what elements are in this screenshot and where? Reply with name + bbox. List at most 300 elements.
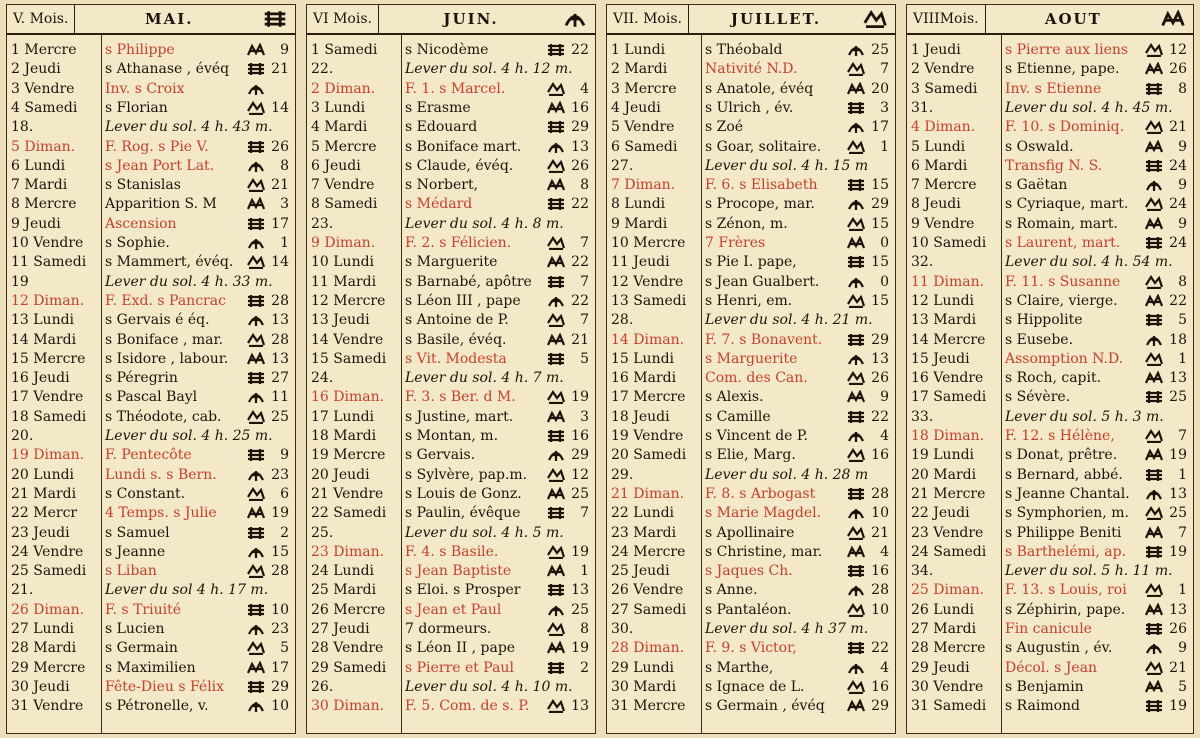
zodiac-sign-icon — [563, 10, 587, 28]
saint-name: F. 7. s Bonavent. — [705, 331, 823, 348]
day-label: 31 Mercre — [611, 698, 686, 715]
day-row — [607, 176, 895, 195]
day-label: 15 Samedi — [311, 350, 387, 367]
saint-name: s Claude, évéq. — [405, 157, 514, 174]
moon-day-number: 26 — [871, 370, 889, 387]
saint-name: F. Pentecôte — [105, 447, 192, 464]
moon-day-number: 17 — [271, 215, 289, 232]
day-label: 17 Vendre — [11, 389, 84, 406]
day-row — [307, 659, 595, 678]
saint-name: s Stanislas — [105, 177, 181, 194]
moon-day-number: 26 — [571, 157, 589, 174]
sunrise-text: Lever du sol. 4 h. 21 m. — [705, 312, 873, 329]
day-label: 30. — [611, 621, 634, 637]
zodiac-glyph-icon — [547, 140, 565, 154]
day-row — [907, 466, 1193, 485]
day-label: 24 Samedi — [911, 543, 987, 560]
moon-day-number: 4 — [880, 659, 889, 676]
moon-day-number: 1 — [1178, 466, 1187, 483]
zodiac-glyph-icon — [247, 255, 265, 269]
saint-name: s Bernard, abbé. — [1005, 466, 1123, 483]
moon-day-number: 10 — [271, 698, 289, 715]
moon-day-number: 16 — [871, 447, 889, 464]
zodiac-glyph-icon — [847, 680, 865, 694]
zodiac-glyph-icon — [1145, 371, 1163, 385]
zodiac-glyph-icon — [847, 178, 865, 192]
zodiac-glyph-icon — [847, 545, 865, 559]
zodiac-glyph-icon — [847, 448, 865, 462]
moon-day-number: 15 — [871, 292, 889, 309]
day-row — [307, 504, 595, 523]
moon-day-number: 7 — [1178, 524, 1187, 541]
moon-day-number: 22 — [571, 196, 589, 213]
day-row — [907, 620, 1193, 639]
saint-name: s Roch, capit. — [1005, 370, 1102, 387]
day-label: 27. — [611, 157, 634, 174]
saint-name: s Théodote, cab. — [105, 408, 222, 425]
zodiac-glyph-icon — [847, 197, 865, 211]
day-label: 17 Lundi — [311, 408, 375, 425]
day-label: 19 Diman. — [11, 447, 85, 464]
saint-name: s Mammert, évéq. — [105, 254, 234, 271]
moon-day-number: 28 — [271, 563, 289, 580]
day-row — [907, 80, 1193, 99]
day-row — [607, 639, 895, 658]
zodiac-glyph-icon — [247, 661, 265, 675]
zodiac-glyph-icon — [1145, 583, 1163, 597]
saint-name: s Camille — [705, 408, 771, 425]
day-row — [307, 80, 595, 99]
moon-day-number: 7 — [580, 505, 589, 522]
zodiac-glyph-icon — [247, 101, 265, 115]
day-row — [307, 253, 595, 272]
zodiac-glyph-icon — [1145, 217, 1163, 231]
zodiac-glyph-icon — [1145, 603, 1163, 617]
day-row — [307, 466, 595, 485]
moon-day-number: 5 — [280, 640, 289, 657]
day-label: 32. — [911, 254, 934, 271]
day-row — [607, 138, 895, 157]
day-label: 3 Mercre — [611, 80, 677, 97]
zodiac-glyph-icon — [547, 641, 565, 655]
zodiac-glyph-icon — [547, 661, 565, 675]
day-label: 27 Lundi — [11, 621, 75, 637]
day-label: 28. — [611, 312, 634, 329]
day-row — [907, 697, 1193, 716]
moon-day-number: 9 — [280, 42, 289, 58]
moon-day-number: 21 — [571, 331, 589, 348]
day-row — [7, 99, 295, 118]
moon-day-number: 7 — [580, 273, 589, 290]
day-row — [907, 273, 1193, 292]
moon-day-number: 15 — [871, 215, 889, 232]
moon-day-number: 24 — [1169, 157, 1187, 174]
zodiac-glyph-icon — [247, 506, 265, 520]
zodiac-glyph-icon — [247, 352, 265, 366]
saint-name: s Lucien — [105, 621, 165, 637]
moon-day-number: 28 — [871, 485, 889, 502]
saint-name: s Jeanne Chantal. — [1005, 485, 1130, 502]
day-label: 22 Samedi — [311, 505, 387, 522]
sunrise-text: Lever du sol. 4 h. 25 m. — [105, 428, 273, 444]
saint-name: s Anne. — [705, 582, 758, 599]
zodiac-glyph-icon — [1145, 352, 1163, 366]
moon-day-number: 29 — [871, 698, 889, 715]
day-row — [7, 157, 295, 176]
saint-name: Nativité N.D. — [705, 61, 798, 78]
moon-day-number: 21 — [1169, 659, 1187, 676]
sunrise-row — [907, 99, 1193, 118]
day-label: 17 Samedi — [911, 389, 987, 406]
zodiac-glyph-icon — [547, 333, 565, 347]
day-label: 24. — [311, 370, 334, 387]
day-label: 28 Mardi — [11, 640, 77, 657]
saint-name: s Montan, m. — [405, 428, 499, 444]
moon-day-number: 2 — [580, 659, 589, 676]
day-row — [307, 331, 595, 350]
day-label: 26 Mercre — [311, 601, 386, 618]
moon-day-number: 8 — [580, 177, 589, 194]
zodiac-glyph-icon — [547, 43, 565, 57]
day-label: 22 Jeudi — [911, 505, 970, 522]
saint-name: s Barnabé, apôtre — [405, 273, 532, 290]
sunrise-row — [7, 581, 295, 600]
day-label: 29 Jeudi — [911, 659, 970, 676]
saint-name: s Edouard — [405, 119, 478, 136]
saint-name: F. Rog. s Pie V. — [105, 138, 209, 155]
saint-name: Ascension — [105, 215, 177, 232]
zodiac-glyph-icon — [847, 294, 865, 308]
zodiac-glyph-icon — [247, 62, 265, 76]
day-label: 1 Samedi — [311, 42, 378, 58]
day-row — [907, 157, 1193, 176]
moon-day-number: 13 — [1169, 370, 1187, 387]
day-label: 14 Vendre — [311, 331, 384, 348]
day-row — [7, 446, 295, 465]
day-label: 13 Samedi — [611, 292, 687, 309]
day-label: 21. — [11, 582, 34, 599]
zodiac-glyph-icon — [547, 101, 565, 115]
moon-day-number: 6 — [280, 485, 289, 502]
saint-name: F. 2. s Félicien. — [405, 235, 512, 251]
zodiac-glyph-icon — [247, 236, 265, 250]
moon-day-number: 12 — [1169, 42, 1187, 58]
day-row — [7, 620, 295, 639]
saint-name: s Oswald. — [1005, 138, 1074, 155]
day-row — [607, 408, 895, 427]
saint-name: s Philippe — [105, 42, 175, 58]
zodiac-glyph-icon — [547, 178, 565, 192]
day-label: 29 Lundi — [611, 659, 675, 676]
day-row — [307, 118, 595, 137]
day-row — [607, 195, 895, 214]
moon-day-number: 4 — [880, 543, 889, 560]
moon-day-number: 19 — [1169, 447, 1187, 464]
sunrise-row — [307, 369, 595, 388]
zodiac-glyph-icon — [247, 448, 265, 462]
sunrise-text: Lever du sol. 4 h. 43 m. — [105, 119, 273, 136]
moon-day-number: 13 — [571, 138, 589, 155]
day-row — [307, 408, 595, 427]
saint-name: s Médard — [405, 196, 473, 213]
day-row — [907, 581, 1193, 600]
day-label: 10 Lundi — [311, 254, 375, 271]
saint-name: Inv. s Croix — [105, 80, 185, 97]
day-label: 2 Jeudi — [11, 61, 61, 78]
sunrise-text: Lever du sol. 5 h. 3 m. — [1005, 408, 1164, 425]
saint-name: s Pantaléon. — [705, 601, 792, 618]
moon-day-number: 4 — [580, 80, 589, 97]
sunrise-text: Lever du sol. 4 h. 45 m. — [1005, 99, 1173, 116]
saint-name: F. 12. s Hélène, — [1005, 428, 1115, 444]
zodiac-glyph-icon — [1145, 390, 1163, 404]
day-label: 12 Lundi — [911, 292, 975, 309]
day-row — [307, 601, 595, 620]
moon-day-number: 28 — [871, 582, 889, 599]
saint-name: s Hippolite — [1005, 312, 1083, 329]
day-label: 16 Diman. — [311, 389, 385, 406]
day-row — [907, 41, 1193, 60]
day-label: 23 Jeudi — [11, 524, 70, 541]
month-column-3 — [606, 4, 896, 734]
saint-name: s Claire, vierge. — [1005, 292, 1118, 309]
saint-name: s Pétronelle, v. — [105, 698, 209, 715]
moon-day-number: 8 — [580, 621, 589, 637]
moon-day-number: 13 — [1169, 601, 1187, 618]
day-label: 27 Jeudi — [311, 621, 370, 637]
zodiac-glyph-icon — [247, 545, 265, 559]
moon-day-number: 9 — [280, 447, 289, 464]
moon-day-number: 21 — [271, 61, 289, 78]
saint-name: s Jeanne — [105, 543, 166, 560]
day-label: 3 Samedi — [911, 80, 978, 97]
zodiac-glyph-icon — [847, 526, 865, 540]
zodiac-glyph-icon — [1145, 448, 1163, 462]
saint-name: s Paulin, évêque — [405, 505, 521, 522]
zodiac-glyph-icon — [847, 275, 865, 289]
saint-name: s Théobald — [705, 42, 783, 58]
moon-day-number: 2 — [280, 524, 289, 541]
zodiac-glyph-icon — [247, 43, 265, 57]
day-label: 26. — [311, 678, 334, 695]
saint-name: s Ulrich , év. — [705, 99, 794, 116]
day-label: 2 Vendre — [911, 61, 975, 78]
sunrise-text: Lever du sol. 4 h. 7 m. — [405, 370, 564, 387]
zodiac-glyph-icon — [547, 583, 565, 597]
moon-day-number: 15 — [871, 177, 889, 194]
saint-name: F. 6. s Elisabeth — [705, 177, 818, 194]
day-row — [907, 369, 1193, 388]
sunrise-text: Lever du sol. 4 h. 33 m. — [105, 273, 273, 290]
day-label: 18 Samedi — [11, 408, 87, 425]
day-label: 31. — [911, 99, 934, 116]
sunrise-row — [607, 311, 895, 330]
sunrise-row — [7, 273, 295, 292]
saint-name: s Péregrin — [105, 370, 178, 387]
zodiac-glyph-icon — [847, 506, 865, 520]
saint-name: Com. des Can. — [705, 370, 808, 387]
saint-name: Apparition S. M — [105, 196, 217, 213]
saint-name: F. 13. s Louis, roi — [1005, 582, 1127, 599]
day-label: 12 Mercre — [311, 292, 386, 309]
day-row — [7, 543, 295, 562]
saint-name: s Florian — [105, 99, 168, 116]
zodiac-glyph-icon — [1145, 622, 1163, 636]
day-row — [7, 80, 295, 99]
day-row — [607, 659, 895, 678]
moon-day-number: 10 — [271, 601, 289, 618]
day-row — [607, 581, 895, 600]
zodiac-glyph-icon — [547, 255, 565, 269]
moon-day-number: 23 — [271, 621, 289, 637]
day-label: 24 Lundi — [311, 563, 375, 580]
day-row — [7, 388, 295, 407]
zodiac-glyph-icon — [847, 352, 865, 366]
day-label: 15 Lundi — [611, 350, 675, 367]
sunrise-row — [307, 678, 595, 697]
sunrise-row — [307, 215, 595, 234]
month-column-4 — [906, 4, 1194, 734]
zodiac-glyph-icon — [847, 641, 865, 655]
saint-name: s Donat, prêtre. — [1005, 447, 1118, 464]
sunrise-text: Lever du sol. 4 h. 8 m. — [405, 215, 564, 232]
saint-name: s Marguerite — [405, 254, 498, 271]
zodiac-glyph-icon — [247, 313, 265, 327]
saint-name: s Pierre et Paul — [405, 659, 514, 676]
day-row — [7, 234, 295, 253]
day-label: 8 Mercre — [11, 196, 77, 213]
moon-day-number: 7 — [1178, 428, 1187, 444]
saint-name: s Erasme — [405, 99, 471, 116]
zodiac-glyph-icon — [1145, 661, 1163, 675]
zodiac-glyph-icon — [847, 429, 865, 443]
day-row — [7, 60, 295, 79]
day-row — [907, 350, 1193, 369]
saint-name: F. 1. s Marcel. — [405, 80, 506, 97]
saint-name: s Germain — [105, 640, 178, 657]
day-label: 7 Mercre — [911, 177, 977, 194]
zodiac-glyph-icon — [547, 352, 565, 366]
day-label: 10 Vendre — [11, 235, 84, 251]
day-label: 23 Mardi — [611, 524, 677, 541]
saint-name: F. 4. s Basile. — [405, 543, 499, 560]
moon-day-number: 1 — [1178, 582, 1187, 599]
zodiac-glyph-icon — [847, 255, 865, 269]
moon-day-number: 13 — [271, 312, 289, 329]
saint-name: Transfig N. S. — [1005, 157, 1103, 174]
day-row — [607, 253, 895, 272]
day-label: 11 Diman. — [911, 273, 985, 290]
day-row — [607, 350, 895, 369]
saint-name: s Louis de Gonz. — [405, 485, 522, 502]
moon-day-number: 27 — [271, 370, 289, 387]
saint-name: s Pascal Bayl — [105, 389, 198, 406]
day-label: 11 Jeudi — [611, 254, 670, 271]
day-label: 5 Vendre — [611, 119, 675, 136]
day-row — [907, 485, 1193, 504]
zodiac-glyph-icon — [847, 410, 865, 424]
zodiac-glyph-icon — [1145, 140, 1163, 154]
day-label: 20 Jeudi — [311, 466, 370, 483]
day-label: 5 Mercre — [311, 138, 377, 155]
day-row — [307, 99, 595, 118]
day-label: 25 Diman. — [911, 582, 985, 599]
sunrise-row — [307, 524, 595, 543]
zodiac-glyph-icon — [847, 62, 865, 76]
moon-day-number: 22 — [571, 42, 589, 58]
day-label: 2 Diman. — [311, 80, 376, 97]
month-number: VI Mois. — [307, 5, 379, 33]
saint-name: s Sophie. — [105, 235, 170, 251]
zodiac-glyph-icon — [247, 699, 265, 713]
day-label: 4 Mardi — [311, 119, 368, 136]
saint-name: s Gaëtan — [1005, 177, 1068, 194]
zodiac-glyph-icon — [247, 333, 265, 347]
moon-day-number: 4 — [880, 428, 889, 444]
day-label: 28 Mercre — [911, 640, 986, 657]
moon-day-number: 9 — [1178, 138, 1187, 155]
zodiac-glyph-icon — [1145, 313, 1163, 327]
day-row — [907, 118, 1193, 137]
day-label: 25 Jeudi — [611, 563, 670, 580]
moon-day-number: 9 — [1178, 177, 1187, 194]
day-row — [907, 388, 1193, 407]
zodiac-sign-icon — [263, 10, 287, 28]
day-label: 6 Jeudi — [311, 157, 361, 174]
day-label: 23 Vendre — [911, 524, 984, 541]
day-row — [7, 697, 295, 716]
moon-day-number: 25 — [1169, 389, 1187, 406]
zodiac-glyph-icon — [247, 178, 265, 192]
zodiac-sign-icon — [863, 10, 887, 28]
zodiac-glyph-icon — [847, 217, 865, 231]
sunrise-text: Lever du sol 4 h. 17 m. — [105, 582, 269, 599]
moon-day-number: 23 — [271, 466, 289, 483]
day-label: 16 Mardi — [611, 370, 677, 387]
zodiac-glyph-icon — [247, 371, 265, 385]
day-row — [7, 562, 295, 581]
zodiac-glyph-icon — [247, 410, 265, 424]
moon-day-number: 19 — [271, 505, 289, 522]
zodiac-glyph-icon — [247, 217, 265, 231]
day-label: 30 Jeudi — [11, 678, 70, 695]
day-label: 5 Diman. — [11, 138, 76, 155]
day-label: 3 Vendre — [11, 80, 75, 97]
day-label: 8 Jeudi — [911, 196, 961, 213]
day-label: 19 Lundi — [911, 447, 975, 464]
day-row — [307, 138, 595, 157]
day-row — [307, 639, 595, 658]
day-row — [307, 176, 595, 195]
day-row — [307, 157, 595, 176]
zodiac-glyph-icon — [247, 487, 265, 501]
day-label: 1 Jeudi — [911, 42, 961, 58]
zodiac-glyph-icon — [247, 603, 265, 617]
zodiac-glyph-icon — [1145, 178, 1163, 192]
zodiac-sign-icon — [1161, 10, 1185, 28]
day-label: 9 Mardi — [611, 215, 668, 232]
day-row — [607, 273, 895, 292]
day-row — [907, 659, 1193, 678]
saint-name: s Constant. — [105, 485, 186, 502]
saint-name: s Liban — [105, 563, 157, 580]
moon-day-number: 13 — [271, 350, 289, 367]
day-row — [607, 99, 895, 118]
zodiac-glyph-icon — [247, 159, 265, 173]
moon-day-number: 9 — [880, 389, 889, 406]
day-label: 21 Mercre — [911, 485, 986, 502]
saint-name: s Jean Baptiste — [405, 563, 512, 580]
